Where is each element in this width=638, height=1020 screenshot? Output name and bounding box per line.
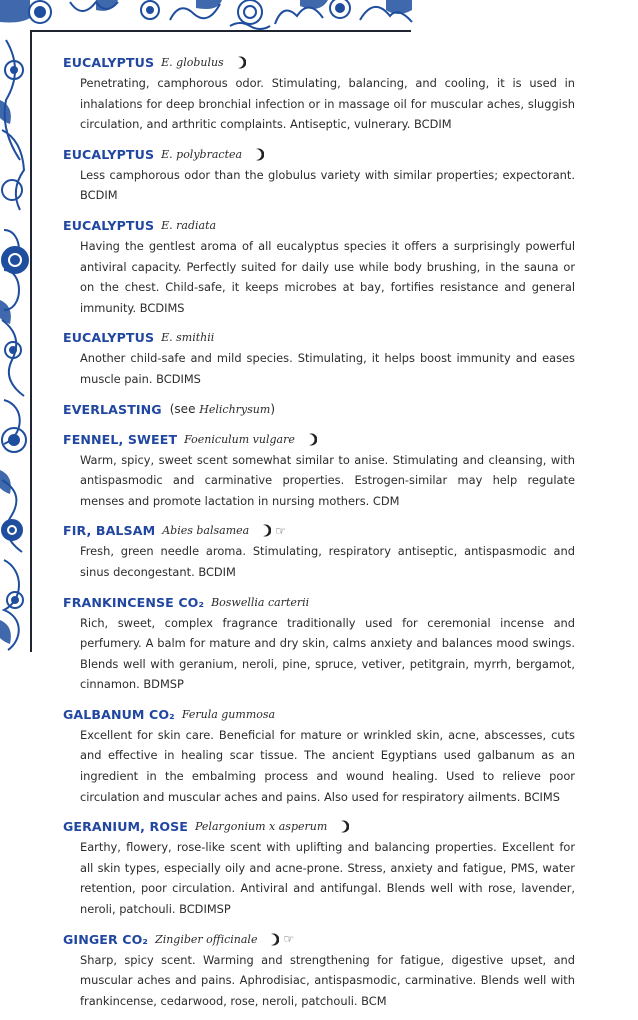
entry-heading	[63, 52, 575, 73]
entry-latin-name: E. radiata	[161, 218, 217, 232]
entry-item	[63, 215, 575, 318]
entry-description: Another child-safe and mild species. Stimulating, it helps boost immunity and eases muscle pain. BCDIMS	[80, 351, 575, 386]
entry-latin-name: Abies balsamea	[162, 524, 250, 538]
entry-latin-name: E. globulus	[161, 56, 224, 69]
entry-item	[63, 592, 575, 695]
entry-item	[63, 327, 575, 389]
hand-icon: ☞	[275, 523, 286, 538]
entry-name: EUCALYPTUS	[63, 330, 155, 346]
entry-name: EVERLASTING	[63, 401, 162, 417]
ornament-frame-top	[30, 30, 411, 32]
moon-icon	[267, 933, 279, 946]
entry-description: Less camphorous odor than the globulus variety with similar properties; expectorant. BCDIM	[80, 167, 575, 203]
entry-latin-name: Boswellia carterii	[211, 595, 310, 609]
moon-icon	[259, 524, 271, 537]
entry-heading	[63, 327, 575, 348]
entry-item	[63, 429, 575, 512]
moon-icon	[337, 820, 349, 833]
entry-item	[63, 704, 575, 807]
entry-list	[63, 52, 575, 1020]
entry-heading	[63, 816, 575, 837]
entry-name: FRANKINCENSE CO₂	[63, 594, 205, 610]
entry-latin-name: Pelargonium x asperum	[195, 820, 328, 834]
entry-description: Excellent for skin care. Beneficial for mature or wrinkled skin, acne, abscesses, cuts and effective in healing scar tissue. The ancient Egyptians used galbanum as an ingredient in the embalming process and wound healing. Used to relieve poor circulation and muscular aches and pains. Also used for respiratory ailments. BCIMS	[80, 727, 575, 804]
entry-description: Warm, spicy, sweet scent somewhat similar to anise. Stimulating and cleansing, with antispasmodic and carminative properties. Estrogen-similar may help regulate menses and promote lactation in nursing mothers. CDM	[80, 452, 575, 508]
entry-name: GINGER CO₂	[63, 931, 149, 947]
entry-description: Penetrating, camphorous odor. Stimulating, balancing, and cooling, it is used in inhalations for deep bronchial infection or in massage oil for muscular aches, sluggish circulation, and arthritic complaints. Antiseptic, vulnerary. BCDIM	[80, 76, 575, 132]
entry-description: Rich, sweet, complex fragrance traditionally used for ceremonial incense and perfumery. A balm for mature and dry skin, calms anxiety and balances mood swings. Blends well with geranium, neroli, pine, spruce, vetiver, petitgrain, myrrh, bergamot, cinnamon. BDMSP	[80, 615, 575, 692]
entry-description: Sharp, spicy scent. Warming and strengthening for fatigue, digestive upset, and muscular aches and pains. Aphrodisiac, antispasmodic, carminative. Blends well with frankincense, cedarwood, rose, neroli, patchouli. BCM	[80, 952, 575, 1008]
left-flower-column	[2, 40, 28, 650]
entry-item	[63, 520, 575, 582]
entry-name: GERANIUM, ROSE	[63, 819, 189, 835]
entry-name: FENNEL, SWEET	[63, 431, 178, 447]
entry-name: EUCALYPTUS	[63, 55, 155, 70]
entry-heading	[63, 592, 575, 613]
moon-icon	[305, 433, 317, 446]
entry-name: FIR, BALSAM	[63, 523, 156, 539]
entry-latin-name: E. smithii	[161, 331, 215, 345]
entry-heading	[63, 399, 575, 420]
ornament-frame-left	[30, 30, 32, 652]
hand-icon: ☞	[283, 932, 295, 947]
entry-description: Fresh, green needle aroma. Stimulating, respiratory antiseptic, antispasmodic and sinus decongestant. BCDIM	[80, 544, 575, 579]
entry-latin-name: Zingiber officinale	[155, 932, 258, 946]
top-flower-band	[29, 0, 412, 29]
entry-item	[63, 816, 575, 919]
entry-heading	[63, 520, 575, 541]
entry-heading	[63, 929, 575, 950]
entry-latin-name: E. polybractea	[161, 147, 243, 161]
entry-heading	[63, 144, 575, 165]
entry-latin-name: Ferula gummosa	[181, 707, 276, 721]
entry-item	[63, 144, 575, 206]
entry-heading	[63, 704, 575, 725]
entry-latin-name: Foeniculum vulgare	[184, 432, 295, 446]
entry-description: Earthy, flowery, rose-like scent with uplifting and balancing properties. Excellent for all skin types, especially oily and acne-prone. Stress, anxiety and fatigue, PMS, water retention, poor circulation. Antiviral and antifungal. Blends well with rose, lavender, neroli, patchouli. BCDIMSP	[80, 840, 575, 917]
entry-item	[63, 52, 575, 135]
entry-name: GALBANUM CO₂	[63, 706, 175, 722]
entry-name: EUCALYPTUS	[63, 146, 155, 162]
entry-heading	[63, 429, 575, 450]
moon-icon	[234, 56, 246, 69]
entry-item	[63, 929, 575, 1012]
entry-item	[63, 399, 575, 420]
cross-reference: (see Helichrysum)	[169, 402, 275, 417]
entry-description: Having the gentlest aroma of all eucalyptus species it offers a surprisingly powerful antiviral capacity. Perfectly suited for daily use while body brushing, in the sauna or on the chest. Child-safe, it keeps microbes at bay, fortifies resistance and general immunity. BCDIMS	[80, 238, 575, 315]
entry-heading	[63, 215, 575, 236]
moon-icon	[252, 148, 264, 161]
entry-name: EUCALYPTUS	[63, 217, 155, 233]
